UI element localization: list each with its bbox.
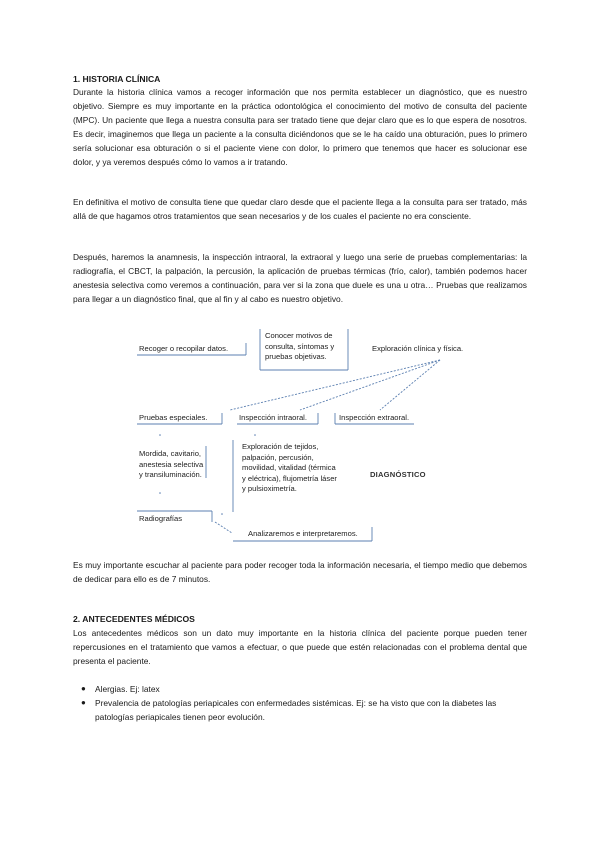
section1-paragraph-1: Durante la historia clínica vamos a recoger información que nos permita establecer un diagnóstico, que es nuestro objetivo. Siempre es muy importante en la práctica odontológica el conocimiento del motivo de consulta del paciente (MPC). Un paciente que llega a nuestra consulta para ser tratado tiene que dejar claro que es lo que espera de nosotros. Es decir, imaginemos que llega un paciente a la consulta diciéndonos que se le ha caído una obturación, pues lo primero sería solucionar esa obturación o si el paciente viene con dolor, lo primero que tenemos que hacer es solucionar ese dolor, y ya veremos después cómo lo vamos a ir tratando. (73, 87, 527, 167)
diagram-radiografias: Radiografías (139, 514, 183, 523)
diagram-exploracion: Exploración clínica y física. (372, 344, 464, 353)
bullet-icon: ● (81, 698, 86, 707)
section1-heading: 1. HISTORIA CLÍNICA (73, 74, 161, 84)
list-item-text: Alergias. Ej: latex (95, 684, 160, 694)
diagram-intraoral: Inspección intraoral. (239, 413, 307, 422)
list-item-text: Prevalencia de patologías periapicales con enfermedades sistémicas. Ej: se ha visto que con la diabetes las patologías periapicales tienen peor evolución. (95, 698, 497, 722)
diagram-recoger: Recoger o recopilar datos. (139, 344, 229, 353)
after-diagram-paragraph: Es muy importante escuchar al paciente para poder recoger toda la información necesaria, el tiempo medio que debemos de dedicar para ello es de 7 minutos. (73, 560, 527, 584)
diagram-diagnostico: DIAGNÓSTICO (370, 470, 426, 479)
list-item (73, 682, 533, 696)
arrow-to-pruebas (230, 360, 440, 410)
section1-paragraph-2: En definitiva el motivo de consulta tiene que quedar claro desde que el paciente llega a la consulta para ser tratado, más allá de que hagamos otros tratamientos que sean necesarios y de los cuales el paciente no era consciente. (73, 197, 527, 221)
antecedentes-list (73, 682, 533, 724)
arrow-to-extraoral (380, 360, 440, 410)
diagram-conocer: Conocer motivos de consulta, síntomas y pruebas objetivas. (265, 331, 335, 361)
arrow-to-intraoral (300, 360, 440, 410)
section2-paragraph: Los antecedentes médicos son un dato muy importante en la historia clínica del paciente porque pueden tener repercusiones en el tratamiento que vamos a efectuar, o que puede que estén relacionadas con el problema dental que presenta el paciente. (73, 628, 527, 666)
diagram-extraoral: Inspección extraoral. (339, 413, 410, 422)
diagram-exploracion-tejidos: Exploración de tejidos, palpación, percusión, movilidad, vitalidad (térmica y eléctrica), flujometría láser y pulsioximetría. (242, 442, 337, 493)
section1-paragraph-3: Después, haremos la anamnesis, la inspección intraoral, la extraoral y luego una serie de pruebas complementarias: la radiografía, el CBCT, la palpación, la percusión, la aplicación de pruebas térmicas (frío, calor), también podemos hacer anestesia selectiva como veremos a continuación, para ver si la zona que duele es una u otra… Pruebas que realizamos para llegar a un diagnóstico final, que al fin y al cabo es nuestro objetivo. (73, 252, 527, 304)
list-item (73, 696, 533, 724)
diagram-pruebas: Pruebas especiales. (139, 413, 208, 422)
arrow-to-analizaremos (215, 522, 232, 533)
diagram-analizaremos: Analizaremos e interpretaremos. (248, 529, 358, 538)
section2-heading: 2. ANTECEDENTES MÉDICOS (73, 614, 195, 624)
bullet-icon: ● (81, 684, 86, 693)
diagram-medida: Mordida, cavitario, anestesia selectiva y transiluminación. (139, 449, 204, 479)
